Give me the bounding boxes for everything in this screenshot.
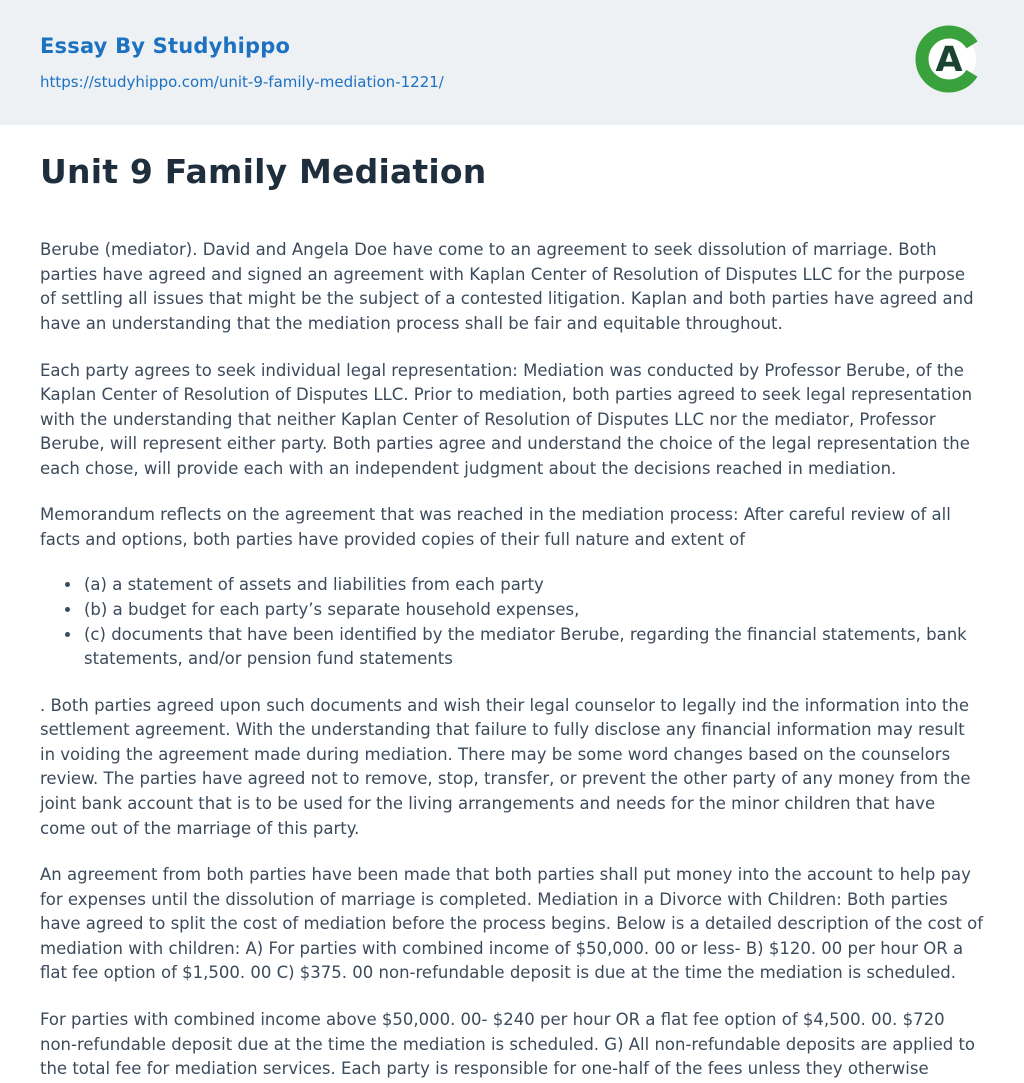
paragraph-4: . Both parties agreed upon such documents and wish their legal counselor to legally ind the information into the settlement agreement. With the understanding that failure to fully disclose any financial information may result in voiding the agreement made during mediation. There may be some word changes based on the counselors review. The parties have agreed not to remove, stop, transfer, or prevent the other party of any money from the joint bank account that is to be used for the living arrangements and needs for the minor children that have come out of the marriage of this party. [40,695,971,838]
list-item-c: • (c) documents that have been identified by the mediator Berube, regarding the financial statements, bank statements, and/or pension fund statements [82,623,970,672]
paragraph-3: Memorandum reflects on the agreement that was reached in the mediation process: After careful review of all facts and options, both parties have provided copies of their full nature and extent of [40,505,951,550]
header-text-block [40,34,444,91]
paragraph-5: An agreement from both parties have been made that both parties shall put money into the account to help pay for expenses until the dissolution of marriage is completed. Mediation in a Divorce with Children: Both parties have agreed to split the cost of mediation before the process begins. Below is a detailed description of the cost of mediation with children: A) For parties with combined income of $50,000. 00 or less- B) $120. 00 per hour OR a flat fee option of $1,500. 00 C) $375. 00 non-refundable deposit is due at the time the mediation is scheduled. [40,865,984,983]
paragraph-1: Berube (mediator). David and Angela Doe have come to an agreement to seek dissolution of marriage. Both parties have agreed and signed an agreement with Kaplan Center of Resolution of Disputes LLC for the purpose of settling all issues that might be the subject of a contested litigation. Kaplan and both parties have agreed and have an understanding that the mediation process shall be fair and equitable throughout. [40,240,974,333]
logo-letter: A [935,40,963,80]
page-url-link[interactable]: https://studyhippo.com/unit-9-family-mediation-1221/ [40,73,444,92]
logo-ring-icon [912,22,986,96]
paragraph-6: For parties with combined income above $50,000. 00- $240 per hour OR a flat fee option of $4,500. 00. $720 non-refundable deposit due at the time the mediation is scheduled. G) All non-refundable deposits are applied to the total fee for mediation services. Each party is responsible for one-half of the fees unless they otherwise [40,1009,976,1079]
document-list [40,573,970,672]
list-item-b: • (b) a budget for each party’s separate household expenses, [82,598,970,622]
studyhippo-logo[interactable] [912,22,986,96]
site-header [0,0,1024,125]
list-item-a: • (a) a statement of assets and liabilities from each party [82,573,970,597]
page-title: Unit 9 Family Mediation [40,152,487,191]
site-title: Essay By Studyhippo [40,34,291,58]
article [0,151,1024,1082]
paragraph-2: Each party agrees to seek individual legal representation: Mediation was conducted by Professor Berube, of the Kaplan Center of Resolution of Disputes LLC. Prior to mediation, both parties agreed to seek legal representation with the understanding that neither Kaplan Center of Resolution of Disputes LLC nor the mediator, Professor Berube, will represent either party. Both parties agree and understand the choice of the legal representation the each chose, will provide each with an independent judgment about the decisions reached in mediation. [40,360,973,478]
